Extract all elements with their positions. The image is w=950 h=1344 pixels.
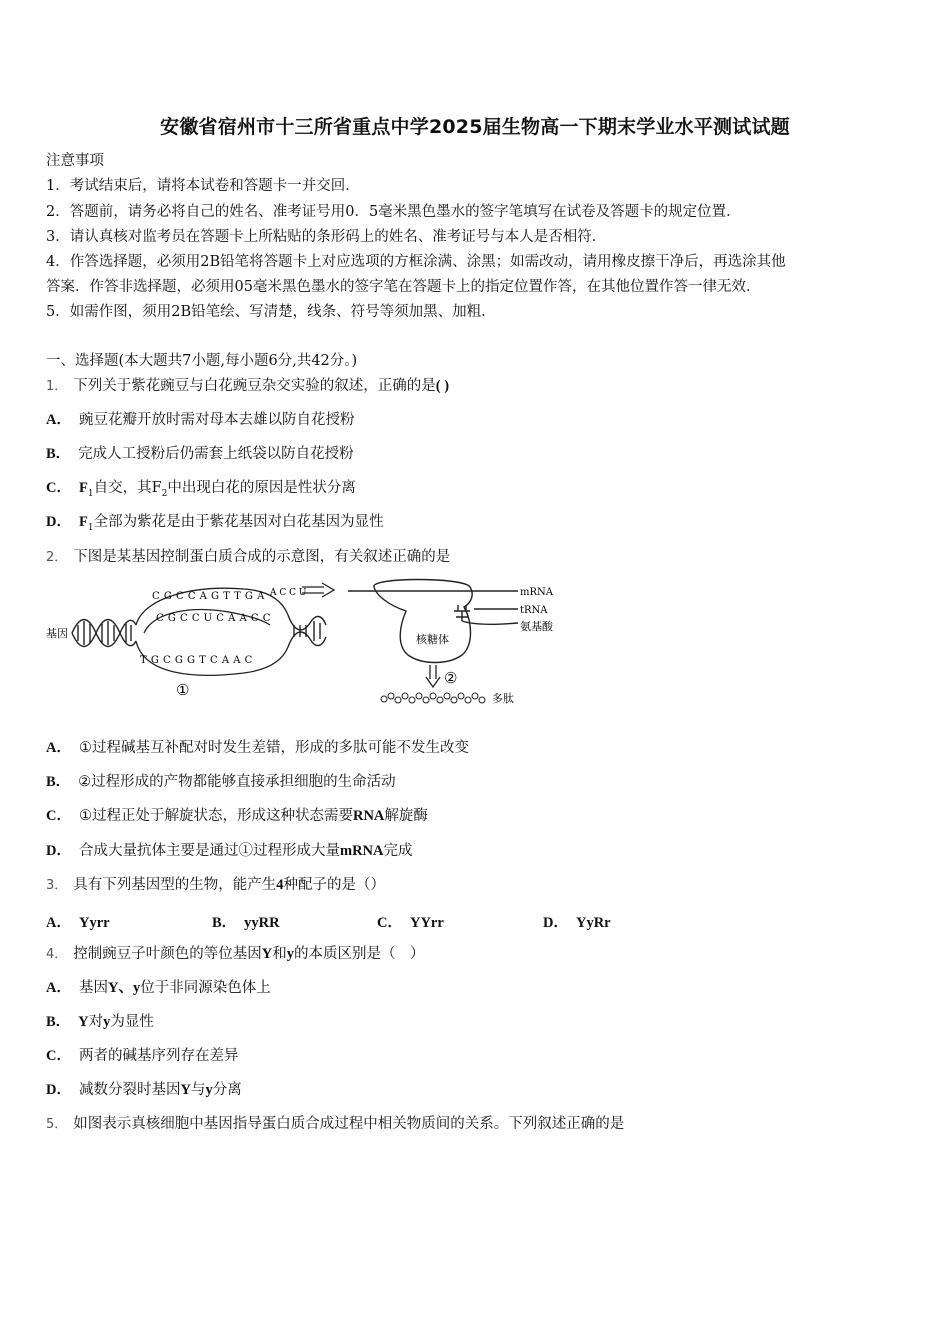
gene-symbol: Y、y xyxy=(107,980,141,996)
question-1-option-c xyxy=(46,479,356,503)
question-2-option-a xyxy=(46,739,469,757)
dna-helix-right xyxy=(288,615,326,647)
top-strand-sequence: C G C C A G T T G A xyxy=(152,591,265,602)
question-3-option-c xyxy=(377,911,444,932)
question-2-stem xyxy=(46,548,450,567)
question-number: 1． xyxy=(46,379,68,394)
option-term: mRNA xyxy=(339,843,384,859)
option-text: 减数分裂时基因 xyxy=(78,1082,181,1098)
question-4-option-a xyxy=(46,979,271,997)
subscript: 2 xyxy=(161,488,168,499)
step-2-marker: ② xyxy=(444,669,458,687)
question-number: 5． xyxy=(46,1117,68,1132)
note-item: 2．答题前，请务必将自己的姓名、准考证号用0．5毫米黑色墨水的签字笔填写在试卷及答题卡的规定位置． xyxy=(46,204,741,220)
option-letter: A． xyxy=(46,915,71,931)
option-letter: C． xyxy=(377,915,402,931)
option-text: YyRr xyxy=(575,915,611,931)
ribosome-shape xyxy=(348,580,518,663)
question-4-option-c xyxy=(46,1047,238,1065)
question-text: 控制豌豆子叶颜色的等位基因 xyxy=(73,946,262,962)
amino-acid-label: 氨基酸 xyxy=(520,620,553,633)
option-text: 中出现白花的原因是性状分离 xyxy=(167,480,356,496)
question-text: 如图表示真核细胞中基因指导蛋白质合成过程中相关物质间的关系。下列叙述正确的是 xyxy=(73,1116,625,1132)
option-letter: D． xyxy=(46,514,71,530)
option-text: ①过程正处于解旋状态，形成这种状态需要 xyxy=(78,808,353,824)
option-text: 与 xyxy=(190,1082,206,1098)
option-text: ②过程形成的产物都能够直接承担细胞的生命活动 xyxy=(78,774,396,790)
question-3-option-b xyxy=(212,911,280,932)
option-text: 两者的碱基序列存在差异 xyxy=(78,1048,239,1064)
rna-tail-sequence: A C C U xyxy=(270,588,307,598)
option-text: 分离 xyxy=(212,1082,242,1098)
question-text: 下图是某基因控制蛋白质合成的示意图，有关叙述正确的是 xyxy=(73,549,451,565)
option-letter: A． xyxy=(46,412,71,428)
gene-expression-diagram xyxy=(44,575,564,715)
option-text: 基因 xyxy=(78,980,108,996)
option-letter: B． xyxy=(212,915,237,931)
question-text: 具有下列基因型的生物，能产生 xyxy=(73,877,277,893)
note-item: 答案．作答非选择题，必须用05毫米黑色墨水的签字笔在答题卡上的指定位置作答，在其他位置作答一律无效． xyxy=(46,279,761,295)
option-text: 对 xyxy=(88,1014,104,1030)
question-term: 4 xyxy=(276,877,284,893)
option-letter: A． xyxy=(46,740,71,756)
dna-helix-left xyxy=(72,620,136,647)
option-letter: C． xyxy=(46,1048,71,1064)
option-text: YYrr xyxy=(409,915,444,931)
option-letter: C． xyxy=(46,808,71,824)
rna-sequence: C G C C U C A A C C xyxy=(156,613,271,624)
option-text: 为显性 xyxy=(110,1014,154,1030)
question-3-options xyxy=(46,911,746,929)
gene-label: 基因 xyxy=(46,627,68,640)
question-number: 2． xyxy=(46,550,68,565)
note-item: 1．考试结束后，请将本试卷和答题卡一并交回． xyxy=(46,178,360,194)
question-5-stem xyxy=(46,1115,624,1134)
question-2-option-b xyxy=(46,773,396,791)
option-letter: C． xyxy=(46,480,71,496)
question-2-option-c xyxy=(46,807,428,825)
option-text: 合成大量抗体主要是通过①过程形成大量 xyxy=(78,843,340,859)
question-text: 和 xyxy=(272,946,287,962)
option-text: Yyrr xyxy=(78,915,110,931)
option-text: 解旋酶 xyxy=(384,808,428,824)
option-letter: D． xyxy=(46,1082,71,1098)
f-symbol: F xyxy=(78,514,88,530)
trna-label: tRNA xyxy=(520,605,548,616)
question-1-option-b xyxy=(46,445,354,463)
option-letter: D． xyxy=(46,843,71,859)
option-text: 完成 xyxy=(383,843,413,859)
option-letter: B． xyxy=(46,1014,71,1030)
gene-symbol: Y xyxy=(180,1082,191,1098)
gene-symbol: y xyxy=(103,1014,111,1030)
page-title: 安徽省宿州市十三所省重点中学2025届生物高一下期末学业水平测试试题 xyxy=(160,116,790,138)
notes-heading: 注意事项 xyxy=(46,153,104,169)
question-text: 种配子的是（） xyxy=(283,877,386,893)
note-item: 3．请认真核对监考员在答题卡上所粘贴的条形码上的姓名、准考证号与本人是否相符． xyxy=(46,229,607,245)
question-4-option-d xyxy=(46,1081,242,1099)
ribosome-label: 核糖体 xyxy=(416,633,449,646)
option-text: 位于非同源染色体上 xyxy=(140,980,271,996)
bottom-strand-sequence: T G C G G T C A A C xyxy=(140,655,253,666)
gene-symbol: y xyxy=(205,1082,213,1098)
answer-paren: ( ) xyxy=(435,378,450,394)
option-letter: B． xyxy=(46,446,71,462)
note-item: 5．如需作图，须用2B铅笔绘、写清楚，线条、符号等须加黑、加粗． xyxy=(46,304,496,320)
question-1-option-a xyxy=(46,411,354,429)
subscript: 1 xyxy=(87,488,94,499)
question-number: 3． xyxy=(46,878,68,893)
mrna-label: mRNA xyxy=(520,587,553,598)
question-2-option-d xyxy=(46,842,412,860)
process-arrow xyxy=(302,583,334,597)
option-term: RNA xyxy=(352,808,385,824)
polypeptide-chain xyxy=(381,693,485,703)
gene-symbol: Y xyxy=(78,1014,89,1030)
question-3-stem xyxy=(46,876,385,895)
translation-arrow xyxy=(426,665,440,687)
option-letter: D． xyxy=(543,915,568,931)
note-item: 4．作答选择题，必须用2B铅笔将答题卡上对应选项的方框涂满、涂黑；如需改动，请用橡皮擦干净后，再选涂其他 xyxy=(46,254,786,270)
gene-symbol: Y xyxy=(261,946,273,962)
question-3-option-a xyxy=(46,911,110,932)
step-1-marker: ① xyxy=(176,681,190,699)
polypeptide-label: 多肽 xyxy=(492,692,514,705)
option-text: 自交，其F xyxy=(93,480,162,496)
question-text: 下列关于紫花豌豆与白花豌豆杂交实验的叙述，正确的是 xyxy=(73,378,436,394)
question-1-stem xyxy=(46,377,449,396)
option-text: yyRR xyxy=(244,915,280,931)
subscript: 1 xyxy=(87,522,94,533)
option-text: 全部为紫花是由于紫花基因对白花基因为显性 xyxy=(93,514,384,530)
question-4-option-b xyxy=(46,1013,154,1031)
question-text: 的本质区别是（ ） xyxy=(294,946,425,962)
question-4-stem xyxy=(46,945,425,964)
option-text: ①过程碱基互补配对时发生差错，形成的多肽可能不发生改变 xyxy=(78,740,469,756)
option-text: 完成人工授粉后仍需套上纸袋以防自花授粉 xyxy=(78,446,354,462)
question-number: 4． xyxy=(46,947,68,962)
section-heading: 一、选择题(本大题共7小题,每小题6分,共42分。) xyxy=(46,353,358,369)
question-1-option-d xyxy=(46,513,384,537)
option-text: 豌豆花瓣开放时需对母本去雄以防自花授粉 xyxy=(78,412,355,428)
option-letter: B． xyxy=(46,774,71,790)
option-letter: A． xyxy=(46,980,71,996)
gene-symbol: y xyxy=(286,946,295,962)
f-symbol: F xyxy=(78,480,88,496)
question-3-option-d xyxy=(543,911,611,932)
